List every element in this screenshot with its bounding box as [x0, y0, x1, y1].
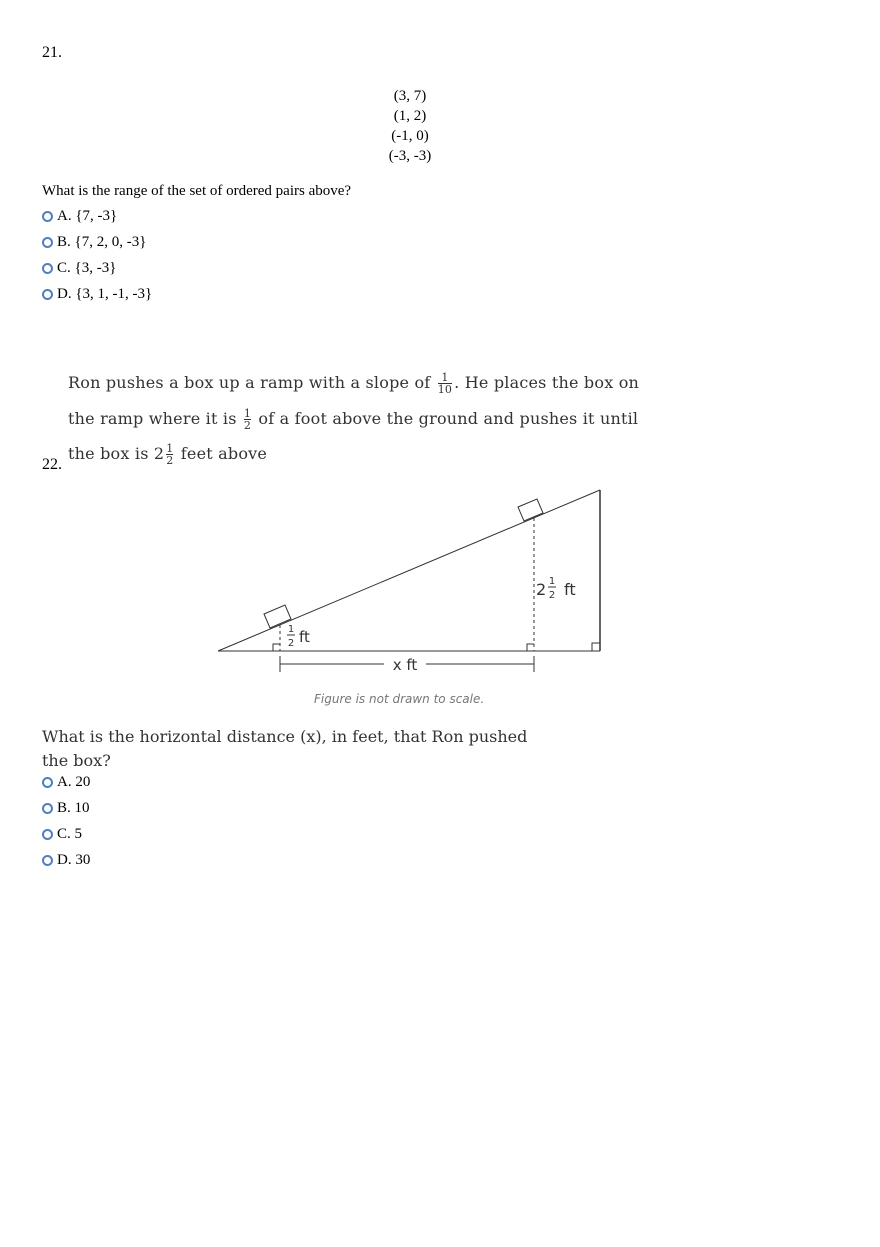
- figure-caption: Figure is not drawn to scale.: [314, 692, 485, 706]
- denominator: 2: [243, 419, 252, 432]
- question-22-stem-line-1: What is the horizontal distance (x), in feet, that Ron pushed: [42, 727, 528, 746]
- text-span: . He places the box on: [454, 373, 640, 392]
- svg-text:2: 2: [548, 590, 556, 601]
- option-label: A. {7, -3}: [57, 207, 118, 224]
- label-left-den: 2: [287, 638, 295, 649]
- q22-paragraph-line-2: [68, 408, 638, 431]
- option-label: B. 10: [57, 799, 90, 816]
- numerator: 1: [166, 442, 174, 455]
- box-icon: [518, 499, 543, 521]
- option-a[interactable]: [42, 206, 152, 226]
- option-label: D. 30: [57, 851, 91, 868]
- option-d[interactable]: [42, 850, 90, 870]
- radio-circle-icon[interactable]: [42, 211, 53, 222]
- right-angle-icon: [273, 644, 280, 651]
- right-angle-icon: [592, 643, 600, 651]
- right-angle-icon: [527, 644, 534, 651]
- radio-circle-icon[interactable]: [42, 855, 53, 866]
- label-left-unit: ft: [299, 628, 310, 646]
- label-right-whole: 2: [536, 580, 547, 599]
- half-fraction: [244, 408, 251, 431]
- option-b[interactable]: [42, 232, 152, 252]
- radio-circle-icon[interactable]: [42, 289, 53, 300]
- svg-text:1: 1: [548, 576, 556, 587]
- question-21-options: [42, 206, 152, 304]
- ordered-pairs-list: [330, 86, 490, 166]
- label-left-num: 1: [287, 624, 295, 635]
- question-22-number: 22.: [42, 456, 62, 473]
- ramp-figure: [200, 480, 620, 680]
- question-21-stem: What is the range of the set of ordered pairs above?: [42, 183, 352, 199]
- question-21-number: 21.: [42, 44, 62, 61]
- option-label: C. 5: [57, 825, 83, 842]
- option-c[interactable]: [42, 824, 90, 844]
- option-c[interactable]: [42, 258, 152, 278]
- denominator: 10: [437, 383, 453, 396]
- half-fraction: [166, 443, 173, 466]
- text-span: of a foot above the ground and pushes it until: [258, 409, 639, 428]
- option-label: A. 20: [57, 773, 91, 790]
- option-label: D. {3, 1, -1, -3}: [57, 285, 153, 302]
- question-22-options: [42, 772, 90, 870]
- numerator: 1: [441, 371, 449, 384]
- radio-circle-icon[interactable]: [42, 829, 53, 840]
- option-label: C. {3, -3}: [57, 259, 117, 276]
- numerator: 1: [243, 407, 252, 420]
- question-22-stem-line-2: the box?: [42, 751, 111, 770]
- q22-paragraph-line-3: [68, 443, 267, 466]
- label-right-unit: ft: [564, 580, 576, 599]
- label-bottom-x: x ft: [392, 656, 418, 674]
- slope-fraction: [438, 372, 452, 395]
- radio-circle-icon[interactable]: [42, 777, 53, 788]
- text-span: Ron pushes a box up a ramp with a slope of: [68, 373, 431, 392]
- option-d[interactable]: [42, 284, 152, 304]
- ordered-pair: (-1, 0): [391, 128, 429, 144]
- radio-circle-icon[interactable]: [42, 237, 53, 248]
- radio-circle-icon[interactable]: [42, 263, 53, 274]
- option-label: B. {7, 2, 0, -3}: [57, 233, 147, 250]
- text-span: the ramp where it is: [68, 409, 237, 428]
- ordered-pair: (1, 2): [393, 108, 427, 124]
- q22-paragraph-line-1: [68, 372, 639, 395]
- question-22-stem: [42, 724, 527, 773]
- radio-circle-icon[interactable]: [42, 803, 53, 814]
- ordered-pair: (-3, -3): [388, 148, 432, 164]
- ramp-slope-line: [218, 490, 600, 651]
- text-span: feet above: [180, 444, 268, 463]
- denominator: 2: [166, 454, 174, 467]
- text-span: the box is 2: [68, 444, 165, 463]
- option-a[interactable]: [42, 772, 90, 792]
- ordered-pair: (3, 7): [393, 88, 427, 104]
- option-b[interactable]: [42, 798, 90, 818]
